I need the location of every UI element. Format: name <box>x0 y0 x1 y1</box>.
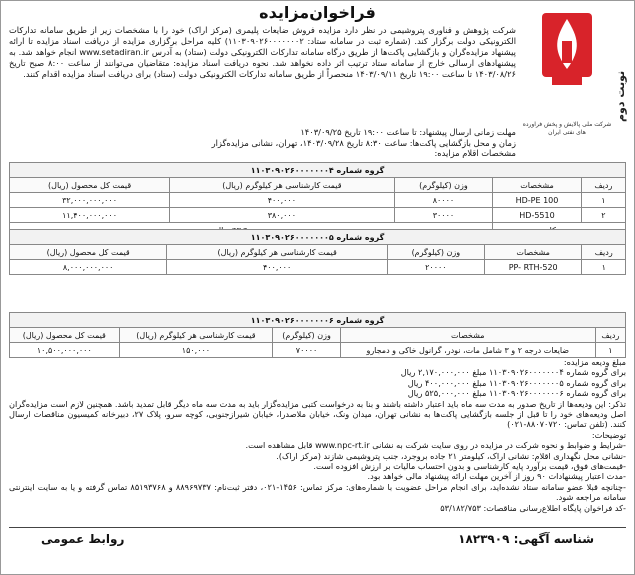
cell: ۲ <box>581 208 625 223</box>
cell: HD-5510 <box>493 208 581 223</box>
cell: ۱۱,۴۰۰,۰۰۰,۰۰۰ <box>10 208 170 223</box>
logo-caption: شرکت ملی پالایش و پخش فراورده های نفتی ایران <box>522 121 612 136</box>
table-row <box>10 343 626 358</box>
footer-line: -قیمت‌های فوق، قیمت برآورد پایه کارشناسی و بدون احتساب مالیات بر ارزش افزوده است. <box>313 461 626 472</box>
group4-title: گروه شماره ۱۱۰۳۰۹۰۲۶۰۰۰۰۰۰۰۴ <box>10 163 626 178</box>
intro-text-2: نحوه دریافت اسناد مزایده: متقاضیان می‌توانند از ساعت ۸:۰۰ صبح تاریخ ۱۴۰۳/۰۸/۲۶ تا ساعت ۱۹:۰۰ تاریخ ۱۴۰۳/۰۹/۱۱ منحصراً از طریق سامانه تدارکات الکترونیکی دولت (ستاد) برای دریافت اسناد مزایده اقدام کنند. <box>9 58 516 79</box>
footer-line: -مدت اعتبار پیشنهادات ۹۰ روز از آخرین مهلت ارائه پیشنهاد مالی خواهد بود. <box>367 471 626 482</box>
cell: HD-PE 100 <box>493 193 581 208</box>
cell: ۸۰۰۰۰ <box>394 193 493 208</box>
company-logo-icon <box>522 7 612 117</box>
footer-line: -شرایط و ضوابط و نحوه شرکت در مزایده در روی سایت شرکت به نشانی www.npc-rt.ir قابل مشاهده است. <box>245 440 626 451</box>
footer-line: تذکر: این ودیعه‌ها از تاریخ صدور به مدت سه ماه باید اعتبار داشته باشند و بنا به درخواست کتبی مزایده‌گزار باید به مدت سه ماه دیگر قابل تمدید باشد. همچنین لازم است مزایده‌گران اصل ودیعه‌های خود را تا قبل از جلسه بازگشایی پاکت‌ها به نشانی تهران، میدان ونک، خیابان ملاصدرا، خیابان شیرازجنوبی، کوچه سرو، پلاک ۲۷، دبیرخانه کمیسیون مناقصات ارسال کنند. (تلفن تماس: ۸۸۰۷۰۷۲۰-۰۲۱) <box>9 398 626 430</box>
col-weight: وزن (کیلوگرم) <box>273 328 341 343</box>
footer-line: -کد فراخوان پایگاه اطلاع‌رسانی مناقصات: ۵۳/۱۸۲/۷۵۳ <box>440 502 626 513</box>
cell: ۱۰,۵۰۰,۰۰۰,۰۰۰ <box>10 343 120 358</box>
col-weight: وزن (کیلوگرم) <box>387 245 484 260</box>
col-row: ردیف <box>581 178 625 193</box>
col-unit-price: قیمت کارشناسی هر کیلوگرم (ریال) <box>170 178 394 193</box>
cell: ۲۰۰۰۰ <box>387 260 484 275</box>
col-row: ردیف <box>582 245 626 260</box>
footer-line: -نشانی محل نگهداری اقلام: نشانی اراک، کیلومتر ۲۱ جاده بروجرد، جنب پتروشیمی شازند (مرکز اراک). <box>276 450 626 461</box>
footer-line: برای گروه شماره ۱۱۰۳۰۹۰۲۶۰۰۰۰۰۰۰۵ مبلغ ۴۰۰,۰۰۰,۰۰۰ ریال <box>407 377 626 388</box>
intro-paragraph <box>9 25 516 80</box>
col-weight: وزن (کیلوگرم) <box>394 178 493 193</box>
cell: ۳۲,۰۰۰,۰۰۰,۰۰۰ <box>10 193 170 208</box>
cell: PP- RTH-520 <box>484 260 582 275</box>
cell: ۱۵۰,۰۰۰ <box>119 343 273 358</box>
intro-text: شرکت پژوهش و فناوری پتروشیمی در نظر دارد مزایده فروش ضایعات پلیمری (مرکز اراک) خود را با مشخصات زیر از طریق سامانه تدارکات الکترونیکی دولت برگزار کند. (شماره ثبت در سامانه ستاد: ۱۱۰۳۰۹۰۲۶۰۰۰۰۰۰۰۲) کلیه مراحل برگزاری مزایده از دریافت اسناد مزایده تا ارائه پیشنهاد مزایده‌گران و بازگشایی پاکت‌ها از طریق درگاه سامانه تدارکات الکترونیکی دولت (ستاد) به آدرس www.setadiran.ir انجام خواهد شد. به پیشنهادهای ارسالی خارج از سامانه ستاد ترتیب اثر داده نخواهد شد. <box>9 25 517 68</box>
col-total-price: قیمت کل محصول (ریال) <box>10 245 167 260</box>
footer-line: برای گروه شماره ۱۱۰۳۰۹۰۲۶۰۰۰۰۰۰۰۴ مبلغ ۲,۱۷۰,۰۰۰,۰۰۰ ریال <box>400 367 626 378</box>
dates-block <box>9 127 516 159</box>
deposit-and-notes <box>9 357 626 513</box>
group5-title: گروه شماره ۱۱۰۳۰۹۰۲۶۰۰۰۰۰۰۰۵ <box>10 230 626 245</box>
table-row <box>10 193 626 208</box>
round-label: نوبت دوم <box>614 70 627 122</box>
col-total-price: قیمت کل محصول (ریال) <box>10 328 120 343</box>
col-spec: مشخصات <box>493 178 581 193</box>
specs-label: مشخصات اقلام مزایده: <box>434 148 516 158</box>
cell: ۸,۰۰۰,۰۰۰,۰۰۰ <box>10 260 167 275</box>
group6-title: گروه شماره ۱۱۰۳۰۹۰۲۶۰۰۰۰۰۰۰۶ <box>10 313 626 328</box>
cell: ۳۸۰,۰۰۰ <box>170 208 394 223</box>
col-spec: مشخصات <box>340 328 595 343</box>
footer-line: برای گروه شماره ۱۱۰۳۰۹۰۲۶۰۰۰۰۰۰۰۶ مبلغ ۵۲۵,۰۰۰,۰۰۰ ریال <box>407 388 626 399</box>
col-unit-price: قیمت کارشناسی هر کیلوگرم (ریال) <box>167 245 387 260</box>
footer-line: مبلغ ودیعه مزایده: <box>563 357 626 367</box>
group4-table <box>9 162 626 238</box>
col-spec: مشخصات <box>484 245 582 260</box>
cell: ضایعات درجه ۲ و ۳ شامل مات، نودر، گرانول خاکی و دمجارو <box>340 343 595 358</box>
public-relations-label: روابط عمومی <box>41 532 125 546</box>
divider <box>9 527 626 528</box>
col-row: ردیف <box>595 328 625 343</box>
cell: ۱ <box>581 193 625 208</box>
col-unit-price: قیمت کارشناسی هر کیلوگرم (ریال) <box>119 328 273 343</box>
cell: ۴۰۰,۰۰۰ <box>170 193 394 208</box>
table-row <box>10 208 626 223</box>
deadline-line: مهلت زمانی ارسال پیشنهاد: تا ساعت ۱۹:۰۰ تاریخ ۱۴۰۳/۰۹/۲۵ <box>300 127 516 137</box>
cell: ۱ <box>595 343 625 358</box>
table-row <box>10 260 626 275</box>
cell: ۴۰۰,۰۰۰ <box>167 260 387 275</box>
opening-line: زمان و محل بازگشایی پاکت‌ها: ساعت ۸:۳۰ تاریخ ۱۴۰۳/۰۹/۲۸، تهران، نشانی مزایده‌گزار <box>211 137 516 148</box>
notice-title: فراخوان‌مزایده <box>259 3 376 22</box>
ad-number: شناسه آگهی: ۱۸۲۳۹۰۹ <box>458 532 594 546</box>
footer-line: توضیحات: <box>591 429 626 440</box>
group6-table <box>9 312 626 358</box>
group5-table <box>9 229 626 275</box>
cell: ۳۰۰۰۰ <box>394 208 493 223</box>
col-total-price: قیمت کل محصول (ریال) <box>10 178 170 193</box>
cell: ۱ <box>582 260 626 275</box>
footer-line: -چنانچه قبلا عضو سامانه ستاد نشده‌اید، برای انجام مراحل عضویت با شماره‌های: مرکز تماس: ۱۴۵۶-۰۲۱، دفتر ثبت‌نام: ۸۸۹۶۹۷۳۷ و ۸۵۱۹۳۷۶۸ تماس گرفته و یا به سایت اینترنتی سامانه مراجعه شود. <box>9 481 626 503</box>
cell: ۷۰۰۰۰ <box>273 343 341 358</box>
